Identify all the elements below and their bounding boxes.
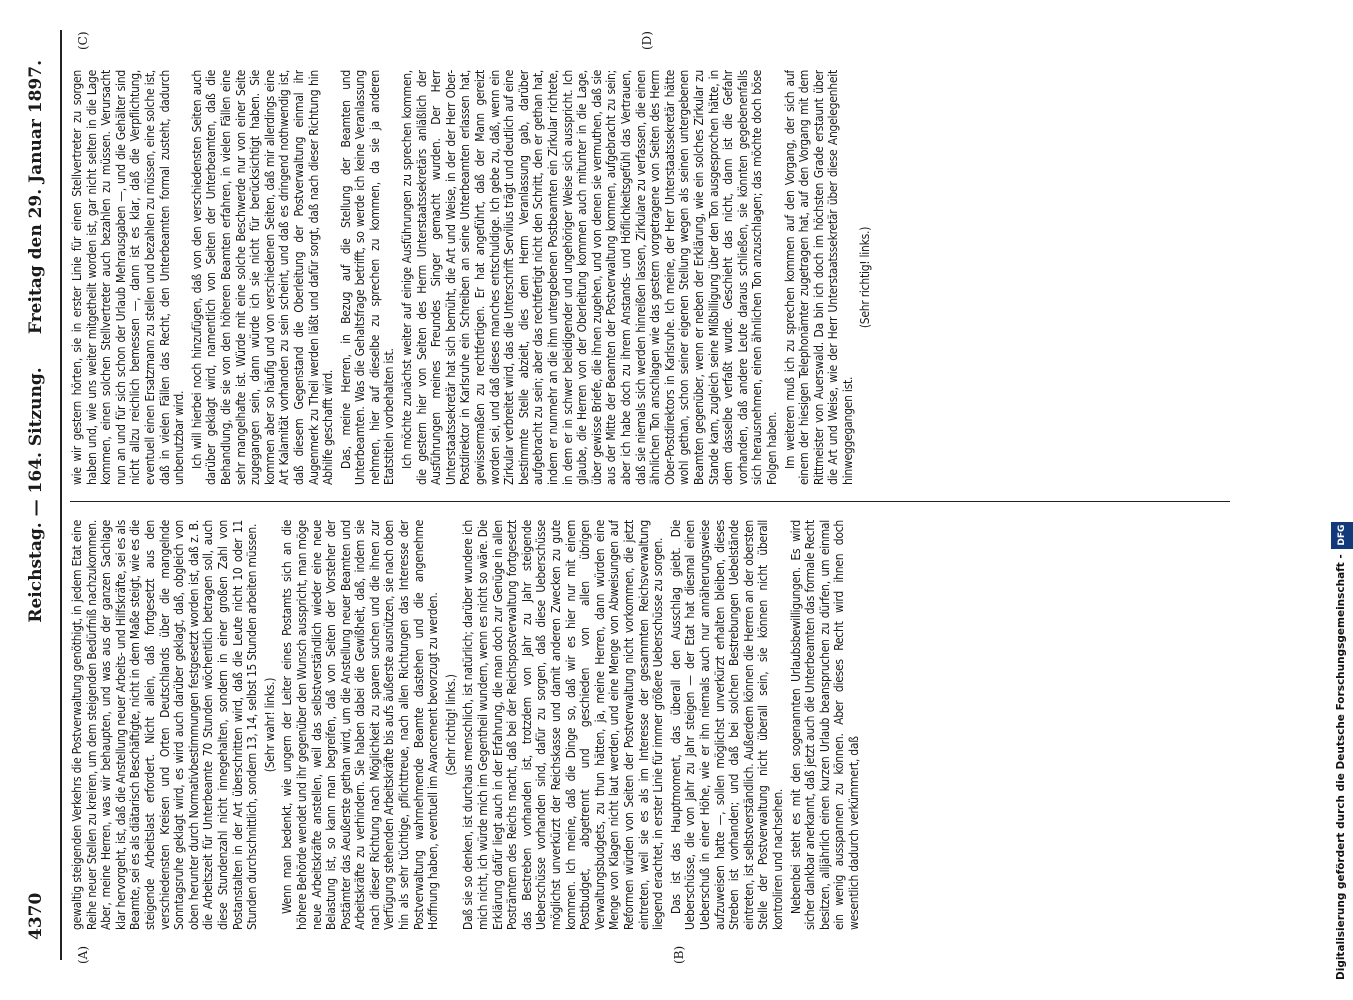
paragraph: wie wir gestern hörten, sie in erster Linie für einen Stellvertreter zu sorgen haben und, wie uns weiter mitgetheilt worden ist, gar nicht selten in die Lage kommen, einen solchen Stellvertreter auch bezahlen zu müssen. Verursacht nun an und für sich schon der Urlaub Mehrausgaben —, und die Gehälter sind nicht allzu reichlich bemessen —, dann ist es klar, daß die Verpflichtung, eventuell einen Ersatzmann zu stellen und bezahlen zu müssen, eine solche ist, daß in vielen Fällen das Recht, den Unterbeamten formal zusteht, dadurch unbenutzbar wird. xyxy=(70,70,187,485)
paragraph: Wenn man bedenkt, wie ungern der Leiter eines Postamts sich an die höhere Behörde wendet und ihr gegenüber den Wunsch ausspricht, man möge neue Arbeitskräfte anstellen, weil das selbstverständlich wieder eine neue Belastung ist, so kann man begreifen, daß von Seiten der Vorsteher der Postämter das Aeußerste gethan wird, um die Anstellung neuer Beamten und Arbeitskräfte zu verhindern. Sie haben dabei die Gewißheit, daß, indem sie nach dieser Richtung nach Möglichkeit zu sparen suchen und die ihnen zur Verfügung stehenden Arbeitskräfte bis aufs äußerste ausnützen, sie nach oben hin als sehr tüchtige, pflichttreue, nach allen Richtungen das Interesse der Postverwaltung wahrnehmende Beamte dastehen und die angenehme Hoffnung haben, eventuell im Avancement bevorzugt zu werden. xyxy=(280,520,441,930)
interjection: (Sehr richtig! links.) xyxy=(858,226,873,329)
header-rule xyxy=(60,30,62,960)
paragraph: gewaltig steigenden Verkehrs die Postverwaltung genöthigt, in jedem Etat eine Reihe neuer Stellen zu kreiren, um dem steigenden Bedürfniß nachzukommen. Aber, meine Herren, was wir behaupten, und was aus der ganzen Sachlage klar hervorgeht, ist, daß die Anstellung neuer Arbeits- und Hilfskräfte, sei es als Beamte, sei es als diätarisch Beschäftigte, nicht in dem Maße steigt, wie es die steigende Arbeitslast erfordert. Nicht allein, daß fortgesetzt aus den verschiedensten Kreisen und Orten Deutschlands über die mangelnde Sonntagsruhe geklagt wird, es wird auch darüber geklagt, daß, obgleich von oben herunter durch Normativbestimmungen festgesetzt worden ist, daß z. B. die Arbeitszeit für Unterbeamte 70 Stunden wöchentlich betragen soll, auch diese Stundenzahl nicht innegehalten, sondern in einer großen Zahl von Postanstalten in der Art überschritten wird, daß die Leute nicht 10 oder 11 Stunden durchschnittlich, sondern 13, 14, selbst 15 Stunden arbeiten müssen. xyxy=(70,520,260,930)
session-title: Reichstag. — 164. Sitzung. xyxy=(26,367,46,623)
credit-text: Digitalisierung gefördert durch die Deutsche Forschungsgemeinschaft - xyxy=(1335,554,1347,980)
paragraph: Daß sie so denken, ist durchaus menschlich, ist natürlich; darüber wundere ich mich nicht, ich würde mich im Gegentheil wundern, wenn es nicht so wäre. Die Erklärung dafür liegt auch in der Erfahrung, die man doch zur Genüge in allen Posträmtern des Reichs macht, daß bei der Reichspostverwaltung fortgesetzt das Bestreben vorhanden ist, trotzdem von Jahr zu Jahr steigende Ueberschüsse vorhanden sind, dafür zu sorgen, daß diese Ueberschüsse möglichst unverkürzt der Reichskasse und damit anderen Zwecken zu gute kommen. Ich meine, daß die Dinge so, daß wir es hier nur mit einem Postbudget, abgetrennt und geschieden von allen übrigen Verwaltungsbudgets, zu thun hätten, ja, meine Herren, dann würden eine Menge von Klagen nicht laut werden, und eine Menge von Abweisungen auf Reformen würden von Seiten der Postverwaltung nicht vorkommen, die jetzt eintreten, weil sie es als im Interesse der gesammten Reichsverwaltung liegend erachtet, in erster Linie für immer größere Ueberschüsse zu sorgen. xyxy=(461,520,666,930)
interjection: (Sehr wahr! links.) xyxy=(262,677,277,773)
column-divider xyxy=(70,501,1230,502)
right-column xyxy=(70,70,1230,485)
margin-marker-d: (D) xyxy=(640,31,654,50)
interjection: (Sehr richtig! links.) xyxy=(443,674,458,776)
page-number: 4370 xyxy=(26,892,46,940)
paragraph: Ich will hierbei noch hinzufügen, daß von den verschiedensten Seiten auch darüber geklagt wird, namentlich von Seiten der Unterbeamten, daß die Behandlung, die sie von den höheren Beamten erfahren, in vielen Fällen eine sehr mangelhafte ist. Würde mit eine solche Beschwerde nur von einer Seite zugegangen sein, dann würde ich sie nicht für berücksichtigt haben. Sie kommen aber so häufig und von verschiedenen Seiten, daß mir allerdings eine Art Kalamität vorhanden zu sein scheint, und daß es dringend nothwendig ist, daß diesem Gegenstand die Oberleitung der Postverwaltung einmal ihr Augenmerk zu Theil werden läßt und dafür sorgt, daß nach dieser Richtung hin Abhilfe geschafft wird. xyxy=(189,70,336,485)
margin-marker-c: (C) xyxy=(76,31,90,50)
left-column xyxy=(70,520,1230,930)
paragraph: Im weiteren muß ich zu sprechen kommen auf den Vorgang, der sich auf einem der hiesigen Telephonämter zugetragen hat, auf den Vorgang mit dem Rittmeister von Auerswald. Da bin ich doch im höchsten Grade erstaunt über die Art und Weise, wie der Herr Unterstaatssekretär über diese Angelegenheit hinweggegangen ist. xyxy=(782,70,855,485)
dfg-logo: DFG xyxy=(1331,522,1353,549)
paragraph: Das, meine Herren, in Bezug auf die Stellung der Beamten und Unterbeamten. Was die Gehaltsfrage betrifft, so werde ich keine Veranlassung nehmen, hier auf dieselbe zu sprechen zu kommen, da sie ja anderen Etatstiteln vorbehalten ist. xyxy=(338,70,397,485)
page-header xyxy=(18,30,54,960)
paragraph: Das ist das Hauptmoment, das überall den Ausschlag giebt. Die Ueberschüsse, die von Jahr zu Jahr steigen — der Etat hat diesmal einen Ueberschuß in einer Höhe, wie er ihn niemals auch nur annäherungsweise aufzuweisen hatte —, sollen möglichst unverkürzt erhalten bleiben, dieses Streben ist vorhanden; und daß bei solchen Bestrebungen Uebelstände eintreten, ist selbstverständlich. Außerdem können die Herren an der obersten Stelle der Postverwaltung nicht überall sein, sie können nicht überall kontroliren und nachsehen. xyxy=(668,520,785,930)
margin-marker-b: (B) xyxy=(672,945,686,964)
digitization-credit xyxy=(1330,0,1352,1000)
paragraph: Ich möchte zunächst weiter auf einige Ausführungen zu sprechen kommen, die gestern hier von Seiten des Herrn Unterstaatssekretärs anläßlich der Ausführungen meines Freundes Singer gemacht wurden. Der Herr Unterstaatssekretär hat sich bemüht, die Art und Weise, in der der Herr Ober-Postdirektor in Karlsruhe ein Schreiben an seine Unterbeamten erlassen hat, gewissermaßen zu rechtfertigen. Er hat angeführt, daß der Mann gereizt worden sei, und daß dieses manches entschuldige. Ich gebe zu, daß, wenn ein Zirkular verbreitet wird, das die Unterschrift Servilius trägt und deutlich auf eine bestimmte Stelle abzielt, dies dem Herrn Veranlassung gab, darüber aufgebracht zu sein; aber das rechtfertigt nicht den Schritt, den er gethan hat, indem er nunmehr an die ihm untergebenen Postbeamten ein Zirkular richtete, in dem er in schwer beleidigender und ungehöriger Weise sich ausspricht. Ich glaube, die Herren von der Oberleitung kommen auch mitunter in die Lage, über gewisse Briefe, die ihnen zugehen, und von denen sie vermuthen, daß sie aus der Mitte der Beamten der Postverwaltung kommen, aufgebracht zu sein; aber ich habe doch zu ihrem Anstands- und Höflichkeitsgefühl das Vertrauen, daß sie niemals sich werden hinreißen lassen, Zirkulare zu verfassen, die einen ähnlichen Ton anschlagen wie das gestern vorgetragene von Seiten des Herrn Ober-Postdirektors in Karlsruhe. Ich meine, der Herr Unterstaatssekretär hätte wohl gethan, schon seiner eigenen Stellung wegen als seinen untergebenen Beamten gegenüber, wenn er neben der Erklärung, wie ein solches Zirkular zu Stande kam, zugleich seine Mißbilligung über den Ton ausgesprochen hätte, in dem dasselbe verfaßt wurde. Geschieht das nicht, dann ist die Gefahr vorhanden, daß andere Leute daraus schließen, sie könnten gegebenenfalls sich herausnehmen, einen ähnlichen Ton anzuschlagen; das möchte doch böse Folgen haben. xyxy=(400,70,779,485)
session-date: Freitag den 29. Januar 1897. xyxy=(26,60,46,335)
margin-marker-a: (A) xyxy=(76,945,90,964)
paragraph: Nebenbei steht es mit den sogenannten Urlaubsbewilligungen. Es wird sicher dankbar anerkannt, daß jetzt auch die Unterbeamten das formale Recht besitzen, alljährlich einen kurzen Urlaub beanspruchen zu dürfen, um einmal ein wenig ausspannen zu können. Aber dieses Recht wird ihnen doch wesentlich dadurch verkümmert, daß xyxy=(788,520,861,930)
